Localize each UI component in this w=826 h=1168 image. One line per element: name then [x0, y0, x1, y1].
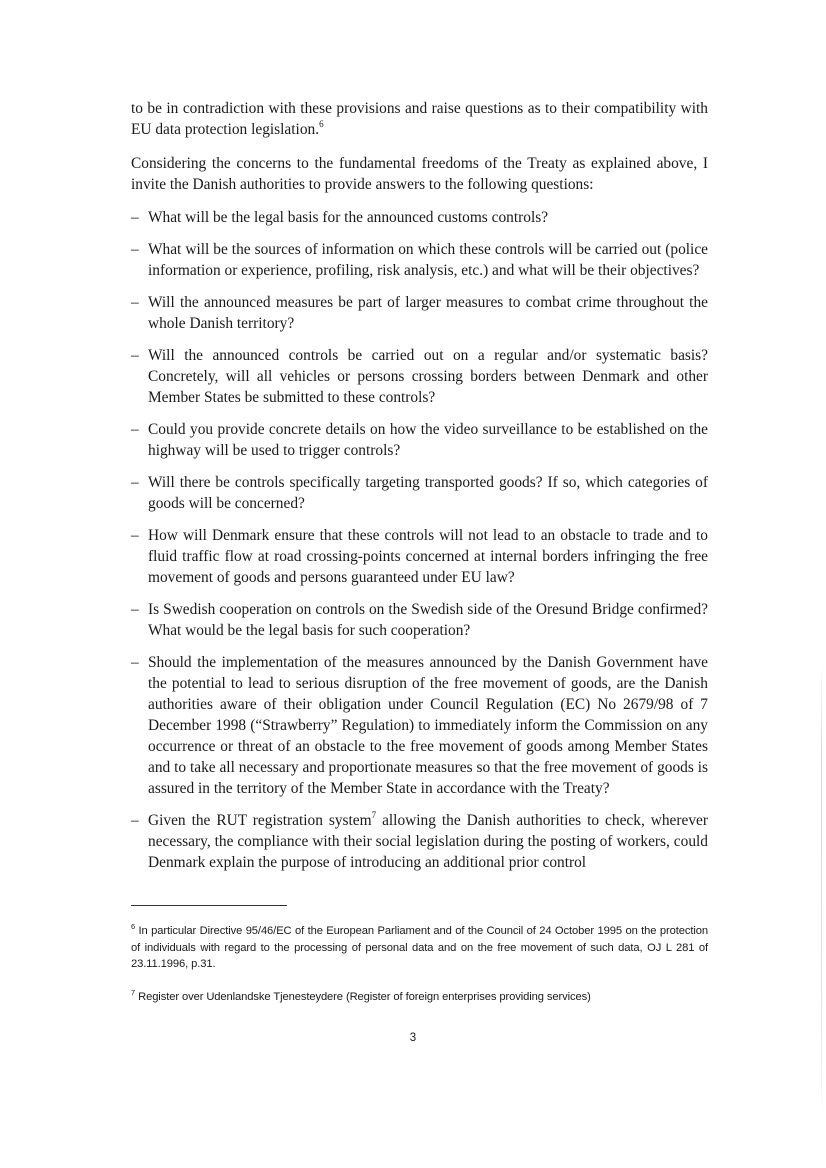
question-text: How will Denmark ensure that these controls will not lead to an obstacle to trade and to fluid traffic flow at road crossing-points concerned at internal borders infringing the free movement of goods and persons guaranteed under EU law?	[148, 527, 708, 586]
dash-bullet: –	[131, 294, 139, 311]
footnote-text: In particular Directive 95/46/EC of the European Parliament and of the Council of 24 October 1995 on the protection of individuals with regard to the processing of personal data and on the free movement of such data, OJ L 281 of 23.11.1996, p.31.	[131, 925, 708, 970]
question-item	[131, 419, 708, 461]
dash-bullet: –	[131, 347, 139, 364]
main-text	[131, 98, 708, 884]
question-text: Will the announced controls be carried out on a regular and/or systematic basis? Concretely, will all vehicles or persons crossing borders between Denmark and other Member States be submitted to these controls?	[148, 347, 708, 406]
question-text: What will be the legal basis for the announced customs controls?	[148, 209, 549, 226]
dash-bullet: –	[131, 654, 139, 671]
dash-bullet: –	[131, 241, 139, 258]
question-text: Is Swedish cooperation on controls on the Swedish side of the Oresund Bridge confirmed? What would be the legal basis for such cooperation?	[148, 601, 708, 639]
dash-bullet: –	[131, 812, 139, 829]
opening-text: to be in contradiction with these provisions and raise questions as to their compatibility with EU data protection legislation.	[131, 100, 708, 138]
question-text: Will there be controls specifically targeting transported goods? If so, which categories of goods will be concerned?	[148, 474, 708, 512]
footnote-6	[131, 923, 708, 973]
question-text: What will be the sources of information on which these controls will be carried out (police information or experience, profiling, risk analysis, etc.) and what will be their objectives?	[148, 241, 708, 279]
footnote-text: Register over Udenlandske Tjenesteydere (Register of foreign enterprises providing services)	[135, 990, 591, 1003]
dash-bullet: –	[131, 601, 139, 618]
question-text	[148, 809, 709, 871]
question-text: Could you provide concrete details on how the video surveillance to be established on the highway will be used to trigger controls?	[148, 421, 708, 459]
question-item	[131, 472, 708, 514]
question-item	[131, 345, 708, 408]
footnote-ref-6: 6	[319, 118, 324, 129]
question-text: Will the announced measures be part of larger measures to combat crime throughout the whole Danish territory?	[148, 294, 708, 332]
question-text: Should the implementation of the measures announced by the Danish Government have the potential to lead to serious disruption of the free movement of goods, are the Danish authorities aware of their obligation under Council Regulation (EC) No 2679/98 of 7 December 1998 (“Strawberry” Regulation) to immediately inform the Commission on any occurrence or threat of an obstacle to the free movement of goods among Member States and to take all necessary and proportionate measures so that the free movement of goods is assured in the territory of the Member State in accordance with the Treaty?	[148, 654, 708, 797]
footnote-number: 6	[131, 922, 136, 932]
question-list	[131, 207, 708, 873]
question-item	[131, 810, 708, 873]
dash-bullet: –	[131, 421, 139, 438]
footnote-number: 7	[131, 987, 136, 997]
footnote-separator	[131, 905, 287, 906]
question-item	[131, 239, 708, 281]
footnote-ref-7: 7	[371, 809, 377, 820]
dash-bullet: –	[131, 474, 139, 491]
page-number: 3	[409, 1032, 417, 1044]
question-item	[131, 292, 708, 334]
scan-edge-line	[821, 660, 822, 1120]
question-text-part: Given the RUT registration system	[148, 812, 372, 829]
question-item	[131, 652, 708, 799]
intro-paragraph: Considering the concerns to the fundamental freedoms of the Treaty as explained above, I invite the Danish authorities to provide answers to the following questions:	[131, 155, 708, 193]
opening-paragraph	[131, 98, 708, 140]
question-text-part: allowing the Danish authorities to check, wherever necessary, the compliance with their social legislation during the posting of workers, could Denmark explain the purpose of introducing an additional prior control	[148, 812, 709, 871]
footnote-7	[131, 989, 708, 1006]
question-item	[131, 525, 708, 588]
dash-bullet: –	[131, 209, 139, 226]
question-item	[131, 207, 708, 228]
dash-bullet: –	[131, 527, 139, 544]
footnotes	[131, 923, 708, 1021]
question-item	[131, 599, 708, 641]
